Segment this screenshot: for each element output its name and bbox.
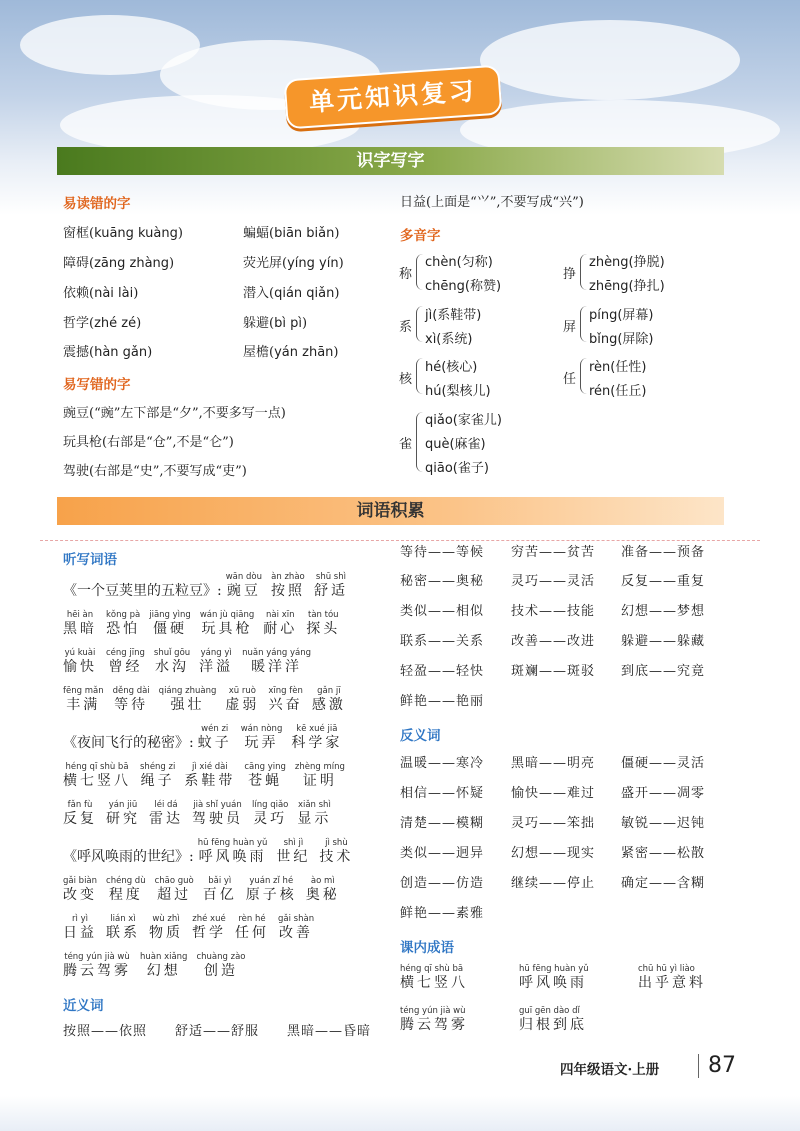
vocab-characters: 驾驶员 [192,811,243,827]
polyphone-char: 屏 [563,320,577,335]
vocab-characters: 反复 [63,811,97,827]
vocab-word [63,648,97,676]
vocab-characters: 洋溢 [199,659,234,675]
vocab-pinyin: bǎi yì [208,876,232,886]
vocab-pinyin: yuán zǐ hé [249,876,294,886]
miswrite-title: 易写错的字 [63,377,131,393]
miswrite-item: 玩具枪(右部是“仓”,不是“仑”) [63,435,234,450]
vocab-word [63,762,131,790]
vocab-characters: 联系 [106,925,140,941]
idiom-row [400,964,747,992]
vocab-characters: 技术 [319,849,354,865]
dictation-row [63,952,254,980]
vocab-pinyin: jià shǐ yuán [193,800,242,810]
vocab-word [63,876,97,904]
antonym-pair: 类似——迥异 [400,846,485,861]
vocab-pinyin: lián xì [110,914,136,924]
polyphone-char: 系 [399,320,413,335]
vocab-characters: 物质 [149,925,183,941]
misread-item: 蝙蝠(biān biǎn) [243,226,340,241]
vocab-characters: 系鞋带 [184,773,236,789]
polyphone-reading: chēng(称赞) [425,279,502,294]
vocab-pinyin: jì shù [325,838,348,848]
section-heading-literacy: 识字写字 [57,147,724,175]
vocab-pinyin: zhèng míng [294,762,345,772]
vocab-pinyin: léi dá [154,800,178,810]
vocab-word [199,648,233,676]
vocab-word [154,648,190,676]
vocab-pinyin: xū ruò [228,686,256,696]
vocab-word [184,762,235,790]
vocab-characters: 感激 [311,697,346,713]
synonym-pair: 到底——究竟 [621,664,706,679]
vocab-characters: 苍蝇 [248,773,283,789]
cloud-shape [480,20,740,100]
vocab-characters: 幻想 [146,963,181,979]
misread-item: 荧光屏(yíng yín) [243,256,344,271]
vocab-characters: 腾云驾雾 [63,963,131,979]
antonym-pair: 灵巧——笨拙 [511,816,596,831]
vocab-pinyin: shuǐ gōu [153,648,191,658]
brace-shape [416,306,423,342]
dictation-row [63,876,349,904]
vocab-characters: 按照 [270,583,305,599]
vocab-pinyin: jì xié dài [192,762,228,772]
vocab-pinyin: qiáng zhuàng [158,686,217,696]
vocab-pinyin: yáng yì [200,648,232,658]
antonym-pair: 创造——仿造 [400,876,485,891]
vocab-word [297,800,331,828]
book-title: 《一个豆荚里的五粒豆》: [63,583,222,599]
polyphone-reading: xì(系统) [425,332,473,347]
vocab-pinyin: chuàng zào [196,952,246,962]
vocab-characters: 黑暗 [63,621,97,637]
vocab-word [246,876,297,904]
vocab-pinyin: shū shì [315,572,346,582]
vocab-characters: 玩具枪 [201,621,253,637]
polyphone-char: 任 [563,372,577,387]
vocab-word [242,648,311,676]
book-title: 《呼风唤雨的世纪》: [63,849,194,865]
brace-shape [416,254,423,290]
vocab-pinyin: xiǎn shì [297,800,331,810]
vocab-word [235,914,269,942]
vocab-word [140,952,187,980]
polyphone-char: 核 [399,372,413,387]
vocab-word [198,838,268,866]
synonym-pair: 改善——改进 [511,634,596,649]
dictation-row [63,572,357,600]
vocab-characters: 绳子 [140,773,175,789]
misread-item: 躲避(bì pì) [243,316,308,331]
misread-item: 障碍(zāng zhàng) [63,256,175,271]
vocab-pinyin: děng dài [112,686,150,696]
vocab-characters: 耐心 [263,621,298,637]
section-heading-vocabulary: 词语积累 [57,497,724,525]
idiom-item: chū hū yì liào 出乎意料 [638,964,706,991]
vocab-characters: 日益 [63,925,97,941]
vocab-characters: 超过 [157,887,192,903]
vocab-characters: 显示 [297,811,332,827]
brace-shape [580,358,587,394]
vocab-pinyin: céng jīng [106,648,145,658]
vocab-pinyin: kǒng pà [106,610,141,620]
vocab-word [244,762,286,790]
vocab-word [312,686,346,714]
vocab-word [306,610,340,638]
vocab-characters: 虚弱 [225,697,260,713]
misread-item: 潜入(qián qiǎn) [243,286,340,301]
vocab-word [252,800,288,828]
vocab-characters: 研究 [106,811,140,827]
vocab-pinyin: gǎn jī [317,686,341,696]
vocab-word [106,610,140,638]
bottom-background [0,1096,800,1131]
antonym-pair: 紧密——松散 [621,846,706,861]
dictation-row [63,800,340,828]
vocab-pinyin: tàn tóu [307,610,339,620]
vocab-characters: 愉快 [63,659,97,675]
brace-shape [416,412,423,472]
vocab-word [140,762,175,790]
vocab-word [192,800,243,828]
polyphone-reading: chèn(匀称) [425,255,493,270]
vocab-pinyin: rèn hé [238,914,266,924]
vocab-word [198,724,232,752]
synonym-pair: 秘密——奥秘 [400,574,485,589]
vocab-characters: 僵硬 [153,621,188,637]
vocab-characters: 雷达 [149,811,183,827]
page-number: 87 [708,1053,736,1078]
vocab-pinyin: wù zhì [152,914,180,924]
idioms-title: 课内成语 [400,940,454,956]
misread-item: 屋檐(yán zhān) [243,345,339,360]
antonym-pair: 鲜艳——素雅 [400,906,485,921]
footer-book-label: 四年级语文·上册 [560,1062,660,1078]
vocab-characters: 恐怕 [106,621,141,637]
vocab-pinyin: chéng dù [106,876,146,886]
vocab-pinyin: shì jì [283,838,304,848]
antonym-pair: 敏锐——迟钝 [621,816,706,831]
vocab-word [295,762,345,790]
antonym-pair: 继续——停止 [511,876,596,891]
vocab-word [226,572,262,600]
synonym-pair: 联系——关系 [400,634,485,649]
synonym-pair: 幻想——梦想 [621,604,706,619]
vocab-pinyin: gǎi shàn [278,914,315,924]
vocab-word [63,686,104,714]
dictation-row [63,610,349,638]
synonyms-title: 近义词 [63,998,104,1014]
antonym-pair: 确定——含糊 [621,876,706,891]
misread-item: 依赖(nài lài) [63,286,139,301]
brace-shape [416,358,423,394]
vocab-pinyin: shéng zi [140,762,176,772]
vocab-word [149,914,183,942]
dictation-title: 听写词语 [63,552,117,568]
idiom-row [400,1006,638,1034]
vocab-word [200,610,254,638]
synonym-pair: 灵巧——灵活 [511,574,596,589]
vocab-pinyin: wán nòng [240,724,283,734]
idiom-item: héng qī shù bā 横七竖八 [400,964,468,991]
vocab-pinyin: àn zhào [271,572,305,582]
vocab-word [149,800,183,828]
vocab-word [196,952,245,980]
vocab-word [106,648,145,676]
synonym-pair: 类似——相似 [400,604,485,619]
vocab-pinyin: jiāng yìng [149,610,191,620]
idiom-item: hū fēng huàn yǔ 呼风唤雨 [519,964,589,991]
synonym-pair: 鲜艳——艳丽 [400,694,485,709]
vocab-pinyin: gǎi biàn [63,876,98,886]
vocab-characters: 水沟 [155,659,190,675]
page-footer [560,1054,740,1080]
vocab-characters: 世纪 [276,849,311,865]
vocab-pinyin: kē xué jiā [296,724,338,734]
vocab-characters: 改变 [63,887,98,903]
vocab-pinyin: nài xīn [266,610,295,620]
vocab-pinyin: hēi àn [66,610,94,620]
vocab-word [106,876,146,904]
vocab-characters: 曾经 [108,659,143,675]
vocab-pinyin: téng yún jià wù [64,952,130,962]
vocab-pinyin: fēng mǎn [63,686,104,696]
misread-item: 哲学(zhé zé) [63,316,142,331]
synonym-pair: 轻盈——轻快 [400,664,485,679]
synonym-pair: 舒适——舒服 [175,1024,260,1039]
vocab-characters: 兴奋 [268,697,303,713]
misread-title: 易读错的字 [63,196,131,212]
vocab-word [106,800,140,828]
vocab-word [63,800,97,828]
vocab-characters: 百亿 [202,887,237,903]
vocab-characters: 创造 [203,963,238,979]
synonym-pair: 技术——技能 [511,604,596,619]
vocab-pinyin: wán jù qiāng [199,610,255,620]
misread-item: 震撼(hàn gǎn) [63,345,153,360]
synonym-pair: 躲避——躲藏 [621,634,706,649]
vocab-word [271,572,305,600]
vocab-word [314,572,348,600]
antonym-pair: 黑暗——明亮 [511,756,596,771]
dictation-row [63,838,362,866]
footer-divider [698,1054,699,1078]
polyphone-reading: píng(屏幕) [589,308,654,323]
vocab-word [63,610,97,638]
dictation-row [63,686,355,714]
vocab-pinyin: wān dòu [225,572,262,582]
vocab-pinyin: rì yì [72,914,88,924]
polyphone-reading: hé(核心) [425,360,478,375]
antonym-pair: 清楚——模糊 [400,816,485,831]
antonym-pair: 僵硬——灵活 [621,756,706,771]
vocab-characters: 哲学 [192,925,226,941]
vocab-word [263,610,297,638]
brace-shape [580,254,587,290]
synonym-pair: 反复——重复 [621,574,706,589]
polyphone-reading: rèn(任性) [589,360,647,375]
vocab-pinyin: huàn xiǎng [140,952,188,962]
vocab-word [113,686,150,714]
vocab-word [268,686,303,714]
polyphone-reading: jì(系鞋带) [425,308,482,323]
vocab-pinyin: nuǎn yáng yáng [242,648,311,658]
polyphone-title: 多音字 [400,228,441,244]
brace-shape [580,306,587,342]
synonym-pair: 斑斓——斑驳 [511,664,596,679]
vocab-pinyin: héng qī shù bā [65,762,129,772]
vocab-pinyin: hū fēng huàn yǔ [197,838,268,848]
miswrite-item: 豌豆(“豌”左下部是“夕”,不要多写一点) [63,406,286,421]
vocab-word [106,914,140,942]
polyphone-reading: qiǎo(家雀儿) [425,413,502,428]
polyphone-reading: rén(任丘) [589,384,647,399]
dictation-row [63,762,354,790]
polyphone-reading: què(麻雀) [425,437,486,452]
antonym-pair: 幻想——现实 [511,846,596,861]
vocab-word [276,838,310,866]
antonym-pair: 温暖——寒冷 [400,756,485,771]
vocab-characters: 丰满 [66,697,101,713]
antonyms-title: 反义词 [400,728,441,744]
vocab-pinyin: yú kuài [64,648,96,658]
vocab-word [63,952,131,980]
polyphone-char: 雀 [399,437,413,452]
vocab-word [159,686,217,714]
miswrite-item: 驾驶(右部是“史”,不要写成“吏”) [63,464,247,479]
vocab-pinyin: líng qiǎo [252,800,289,810]
polyphone-char: 挣 [563,267,577,282]
vocab-pinyin: fǎn fù [67,800,93,810]
vocab-characters: 灵巧 [253,811,288,827]
vocab-pinyin: wén zi [201,724,229,734]
vocab-characters: 等待 [114,697,149,713]
vocab-characters: 奥秘 [305,887,340,903]
polyphone-reading: hú(梨核儿) [425,384,491,399]
vocab-pinyin: zhé xué [192,914,226,924]
vocab-characters: 舒适 [313,583,348,599]
vocab-word [306,876,340,904]
book-title: 《夜间飞行的秘密》: [63,735,194,751]
vocab-characters: 蚊子 [197,735,232,751]
vocab-characters: 证明 [302,773,337,789]
dictation-row [63,724,351,752]
vocab-characters: 玩弄 [244,735,279,751]
vocab-word [203,876,237,904]
dictation-row [63,648,320,676]
vocab-word [241,724,283,752]
vocab-characters: 程度 [108,887,143,903]
vocab-characters: 原子核 [245,887,297,903]
dictation-row [63,914,323,942]
vocab-pinyin: cāng ying [244,762,286,772]
vocab-pinyin: ào mì [310,876,335,886]
idiom-item: téng yún jià wù 腾云驾雾 [400,1006,468,1033]
antonym-pair: 盛开——凋零 [621,786,706,801]
polyphone-reading: bǐng(屏除) [589,332,654,347]
vocab-characters: 改善 [279,925,314,941]
vocab-word [149,610,191,638]
vocab-characters: 豌豆 [226,583,261,599]
vocab-word [291,724,342,752]
synonym-pair: 准备——预备 [621,545,706,560]
polyphone-reading: zhēng(挣扎) [589,279,665,294]
vocab-characters: 强壮 [170,697,205,713]
synonym-pair: 黑暗——昏暗 [287,1024,372,1039]
miswrite-item: 日益(上面是“⺍”,不要写成“兴”) [400,195,584,210]
vocab-pinyin: chāo guò [154,876,194,886]
synonym-pair: 按照——依照 [63,1024,148,1039]
misread-item: 窗框(kuāng kuàng) [63,226,183,241]
antonym-pair: 愉快——难过 [511,786,596,801]
vocab-word [225,686,259,714]
vocab-characters: 暖洋洋 [251,659,303,675]
vocab-word [192,914,226,942]
vocab-word [278,914,314,942]
antonym-pair: 相信——怀疑 [400,786,485,801]
vocab-characters: 横七竖八 [63,773,131,789]
vocab-characters: 呼风唤雨 [198,849,267,865]
polyphone-char: 称 [399,267,413,282]
page-title: 单元知识复习 [284,65,503,130]
vocab-characters: 探头 [306,621,341,637]
vocab-word [63,914,97,942]
synonym-pair: 穷苦——贫苦 [511,545,596,560]
polyphone-reading: zhèng(挣脱) [589,255,665,270]
synonym-pair: 等待——等候 [400,545,485,560]
polyphone-reading: qiāo(雀子) [425,461,489,476]
vocab-pinyin: xīng fèn [268,686,303,696]
vocab-word [319,838,353,866]
vocab-word [155,876,194,904]
vocab-pinyin: yán jiū [108,800,138,810]
idiom-item: guī gēn dào dǐ 归根到底 [519,1006,587,1033]
vocab-characters: 科学家 [291,735,343,751]
vocab-characters: 任何 [235,925,269,941]
